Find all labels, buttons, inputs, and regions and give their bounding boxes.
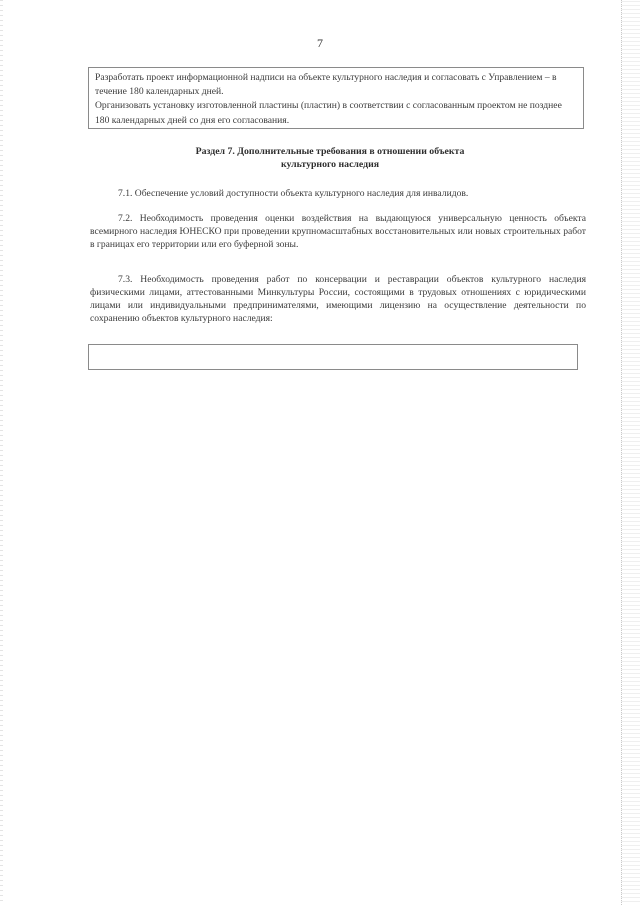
page-number: 7 [317, 36, 323, 50]
empty-table-box [88, 344, 578, 370]
paragraph-7-3: 7.3. Необходимость проведения работ по консервации и реставрации объектов культурного наследия физическими лицами, аттестованными Минкультуры России, состоящими в трудовых отношениях с юридическими лицами или индивидуальными предпринимателями, имеющими лицензию на осуществление деятельности по сохранению объектов культурного наследия: [90, 274, 586, 324]
paragraph-7-1: 7.1. Обеспечение условий доступности объекта культурного наследия для инвалидов. [118, 188, 469, 199]
paragraph-7-2: 7.2. Необходимость проведения оценки воздействия на выдающуюся универсальную ценность объекта всемирного наследия ЮНЕСКО при проведении крупномасштабных восстановительных или новых строительных работ в границах его территории или его буферной зоны. [90, 213, 586, 250]
section-title-line-2: культурного наследия [280, 159, 380, 170]
section-title-line-1: Раздел 7. Дополнительные требования в отношении объекта [195, 146, 465, 157]
scan-edge-left [0, 0, 3, 905]
requirements-box [88, 67, 584, 129]
requirements-line-2: Организовать установку изготовленной пластины (пластин) в соответствии с согласованным проектом не позднее 180 календарных дней со дня его согласования. [95, 100, 562, 126]
requirements-line-1: Разработать проект информационной надписи на объекте культурного наследия и согласовать с Управлением – в течение 180 календарных дней. [95, 72, 557, 98]
section-title [120, 145, 540, 171]
scan-edge-right [621, 0, 640, 905]
